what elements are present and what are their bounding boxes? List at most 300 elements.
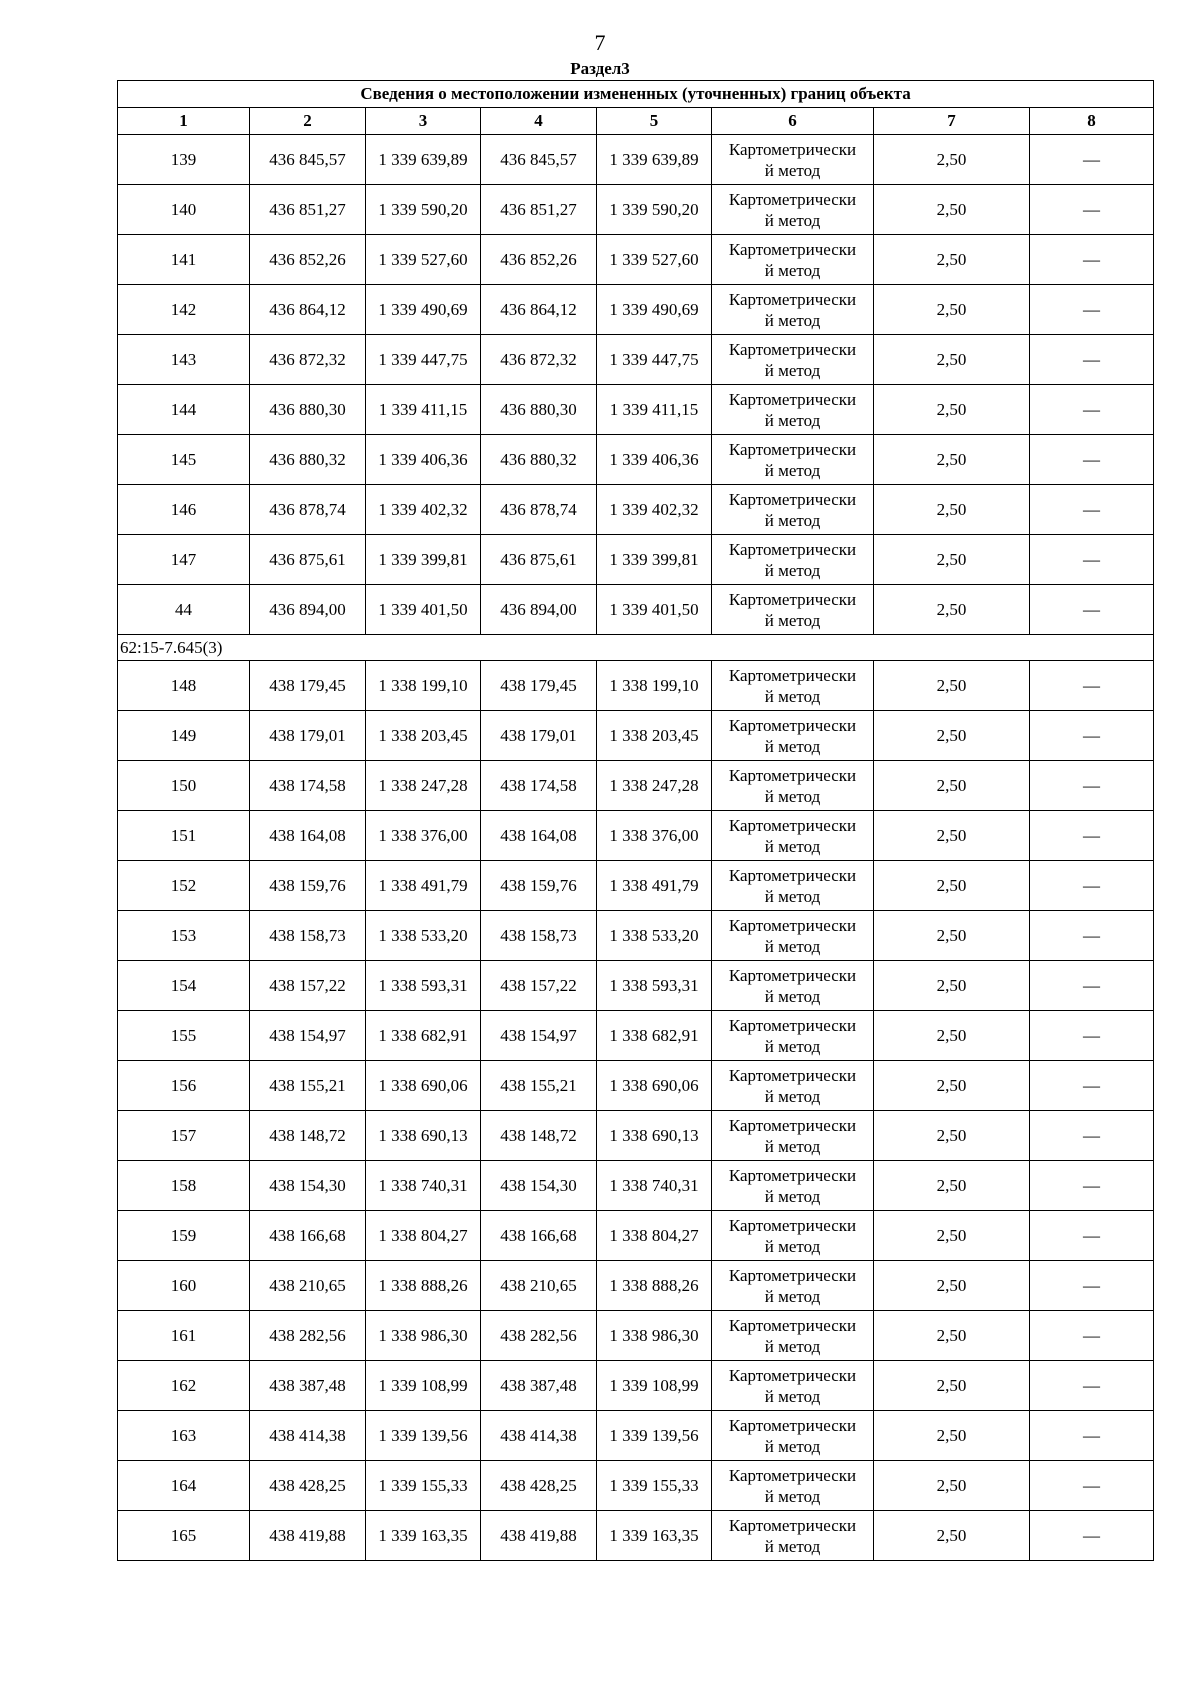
point-number-cell: 165 [118,1511,250,1561]
method-text-line2: й метод [764,1536,821,1556]
method-text-line2: й метод [764,736,821,756]
x-new-cell: 438 158,73 [481,911,597,961]
description-cell: — [1030,1211,1154,1261]
description-cell: — [1030,961,1154,1011]
point-number-cell: 161 [118,1311,250,1361]
y-existing-cell: 1 339 402,32 [366,485,481,535]
method-text-line2: й метод [764,1036,821,1056]
method-cell [712,1261,874,1311]
y-new-cell: 1 338 804,27 [597,1211,712,1261]
point-number-cell: 155 [118,1011,250,1061]
description-cell: — [1030,185,1154,235]
x-existing-cell: 438 164,08 [250,811,366,861]
y-new-cell: 1 339 402,32 [597,485,712,535]
accuracy-cell: 2,50 [874,1111,1030,1161]
x-existing-cell: 436 875,61 [250,535,366,585]
column-header-4: 4 [481,108,597,135]
table-row [118,1361,1154,1411]
column-header-2: 2 [250,108,366,135]
x-new-cell: 436 851,27 [481,185,597,235]
table-row [118,961,1154,1011]
point-number-cell: 150 [118,761,250,811]
accuracy-cell: 2,50 [874,1161,1030,1211]
method-cell [712,235,874,285]
table-row [118,535,1154,585]
y-existing-cell: 1 338 376,00 [366,811,481,861]
description-cell: — [1030,1511,1154,1561]
x-existing-cell: 436 851,27 [250,185,366,235]
point-number-cell: 152 [118,861,250,911]
x-new-cell: 436 880,32 [481,435,597,485]
x-existing-cell: 436 878,74 [250,485,366,535]
table-row [118,1311,1154,1361]
y-existing-cell: 1 339 406,36 [366,435,481,485]
table-row [118,811,1154,861]
y-existing-cell: 1 339 155,33 [366,1461,481,1511]
method-text-line1: Картометрически [728,239,857,259]
method-text-line1: Картометрически [728,915,857,935]
method-cell [712,1161,874,1211]
point-number-cell: 151 [118,811,250,861]
point-number-cell: 162 [118,1361,250,1411]
method-cell [712,911,874,961]
accuracy-cell: 2,50 [874,961,1030,1011]
y-new-cell: 1 339 163,35 [597,1511,712,1561]
y-new-cell: 1 338 593,31 [597,961,712,1011]
y-existing-cell: 1 339 108,99 [366,1361,481,1411]
y-existing-cell: 1 338 804,27 [366,1211,481,1261]
table-row [118,1461,1154,1511]
x-new-cell: 436 872,32 [481,335,597,385]
y-new-cell: 1 338 203,45 [597,711,712,761]
method-text-line2: й метод [764,1236,821,1256]
accuracy-cell: 2,50 [874,661,1030,711]
column-header-1: 1 [118,108,250,135]
table-row [118,285,1154,335]
x-new-cell: 438 282,56 [481,1311,597,1361]
method-text-line1: Картометрически [728,815,857,835]
method-cell [712,1061,874,1111]
x-existing-cell: 438 428,25 [250,1461,366,1511]
y-existing-cell: 1 339 399,81 [366,535,481,585]
y-existing-cell: 1 338 491,79 [366,861,481,911]
description-cell: — [1030,1161,1154,1211]
accuracy-cell: 2,50 [874,335,1030,385]
method-cell [712,285,874,335]
x-existing-cell: 436 845,57 [250,135,366,185]
x-new-cell: 438 159,76 [481,861,597,911]
method-text-line1: Картометрически [728,715,857,735]
y-existing-cell: 1 338 533,20 [366,911,481,961]
x-new-cell: 436 845,57 [481,135,597,185]
y-new-cell: 1 339 447,75 [597,335,712,385]
y-new-cell: 1 339 401,50 [597,585,712,635]
x-existing-cell: 438 282,56 [250,1311,366,1361]
y-new-cell: 1 339 155,33 [597,1461,712,1511]
y-new-cell: 1 339 108,99 [597,1361,712,1411]
method-text-line1: Картометрически [728,1265,857,1285]
description-cell: — [1030,585,1154,635]
method-text-line2: й метод [764,360,821,380]
accuracy-cell: 2,50 [874,135,1030,185]
method-text-line1: Картометрически [728,189,857,209]
accuracy-cell: 2,50 [874,385,1030,435]
method-text-line1: Картометрически [728,765,857,785]
group-row [118,635,1154,661]
method-text-line2: й метод [764,1336,821,1356]
column-number-row [118,108,1154,135]
y-new-cell: 1 339 639,89 [597,135,712,185]
method-cell [712,1411,874,1461]
y-new-cell: 1 338 533,20 [597,911,712,961]
y-existing-cell: 1 338 986,30 [366,1311,481,1361]
table-row [118,135,1154,185]
x-existing-cell: 436 872,32 [250,335,366,385]
method-text-line1: Картометрически [728,1315,857,1335]
accuracy-cell: 2,50 [874,485,1030,535]
description-cell: — [1030,1461,1154,1511]
method-text-line2: й метод [764,1486,821,1506]
method-cell [712,385,874,435]
method-text-line2: й метод [764,686,821,706]
method-cell [712,185,874,235]
y-new-cell: 1 338 247,28 [597,761,712,811]
method-cell [712,1461,874,1511]
x-new-cell: 436 852,26 [481,235,597,285]
accuracy-cell: 2,50 [874,811,1030,861]
point-number-cell: 156 [118,1061,250,1111]
method-text-line2: й метод [764,1386,821,1406]
method-text-line1: Картометрически [728,339,857,359]
x-new-cell: 438 387,48 [481,1361,597,1411]
method-cell [712,861,874,911]
x-new-cell: 436 894,00 [481,585,597,635]
y-existing-cell: 1 339 490,69 [366,285,481,335]
method-cell [712,335,874,385]
x-new-cell: 436 878,74 [481,485,597,535]
table-row [118,485,1154,535]
method-text-line2: й метод [764,610,821,630]
y-existing-cell: 1 339 527,60 [366,235,481,285]
table-body [118,135,1154,1561]
accuracy-cell: 2,50 [874,1261,1030,1311]
method-text-line1: Картометрически [728,1015,857,1035]
method-cell [712,761,874,811]
group-label: 62:15-7.645(3) [118,635,1154,661]
x-existing-cell: 438 154,97 [250,1011,366,1061]
table-row [118,1011,1154,1061]
x-new-cell: 438 155,21 [481,1061,597,1111]
x-existing-cell: 438 179,01 [250,711,366,761]
x-new-cell: 438 428,25 [481,1461,597,1511]
method-text-line2: й метод [764,260,821,280]
method-cell [712,1361,874,1411]
x-existing-cell: 436 864,12 [250,285,366,335]
x-existing-cell: 438 210,65 [250,1261,366,1311]
x-new-cell: 438 414,38 [481,1411,597,1461]
y-new-cell: 1 338 690,06 [597,1061,712,1111]
method-text-line2: й метод [764,1186,821,1206]
method-text-line2: й метод [764,310,821,330]
x-new-cell: 438 179,01 [481,711,597,761]
x-new-cell: 438 419,88 [481,1511,597,1561]
method-text-line2: й метод [764,1436,821,1456]
method-cell [712,1511,874,1561]
method-text-line2: й метод [764,786,821,806]
point-number-cell: 145 [118,435,250,485]
method-text-line2: й метод [764,936,821,956]
point-number-cell: 154 [118,961,250,1011]
method-cell [712,661,874,711]
point-number-cell: 164 [118,1461,250,1511]
method-cell [712,1111,874,1161]
y-existing-cell: 1 338 593,31 [366,961,481,1011]
accuracy-cell: 2,50 [874,1311,1030,1361]
method-cell [712,535,874,585]
y-new-cell: 1 338 986,30 [597,1311,712,1361]
y-new-cell: 1 339 139,56 [597,1411,712,1461]
x-new-cell: 438 179,45 [481,661,597,711]
table-row [118,1111,1154,1161]
y-new-cell: 1 339 527,60 [597,235,712,285]
table-row [118,1211,1154,1261]
method-text-line2: й метод [764,460,821,480]
table-row [118,185,1154,235]
y-existing-cell: 1 339 590,20 [366,185,481,235]
y-new-cell: 1 339 490,69 [597,285,712,335]
x-existing-cell: 436 852,26 [250,235,366,285]
description-cell: — [1030,285,1154,335]
x-new-cell: 438 210,65 [481,1261,597,1311]
method-text-line1: Картометрически [728,1365,857,1385]
x-new-cell: 438 157,22 [481,961,597,1011]
method-text-line1: Картометрически [728,439,857,459]
method-text-line2: й метод [764,836,821,856]
method-text-line1: Картометрически [728,289,857,309]
method-text-line2: й метод [764,886,821,906]
table-row [118,235,1154,285]
y-existing-cell: 1 338 888,26 [366,1261,481,1311]
description-cell: — [1030,1111,1154,1161]
point-number-cell: 149 [118,711,250,761]
x-existing-cell: 438 174,58 [250,761,366,811]
description-cell: — [1030,1061,1154,1111]
x-existing-cell: 438 157,22 [250,961,366,1011]
description-cell: — [1030,661,1154,711]
description-cell: — [1030,235,1154,285]
table-row [118,661,1154,711]
method-text-line2: й метод [764,410,821,430]
accuracy-cell: 2,50 [874,285,1030,335]
x-existing-cell: 436 880,32 [250,435,366,485]
x-existing-cell: 438 159,76 [250,861,366,911]
accuracy-cell: 2,50 [874,1411,1030,1461]
x-new-cell: 438 148,72 [481,1111,597,1161]
point-number-cell: 139 [118,135,250,185]
accuracy-cell: 2,50 [874,435,1030,485]
accuracy-cell: 2,50 [874,235,1030,285]
x-new-cell: 438 164,08 [481,811,597,861]
method-cell [712,1011,874,1061]
description-cell: — [1030,911,1154,961]
y-new-cell: 1 338 682,91 [597,1011,712,1061]
column-header-8: 8 [1030,108,1154,135]
x-new-cell: 438 166,68 [481,1211,597,1261]
description-cell: — [1030,711,1154,761]
description-cell: — [1030,385,1154,435]
column-header-3: 3 [366,108,481,135]
x-new-cell: 438 174,58 [481,761,597,811]
method-text-line1: Картометрически [728,1115,857,1135]
accuracy-cell: 2,50 [874,911,1030,961]
method-text-line2: й метод [764,986,821,1006]
table-row [118,1511,1154,1561]
x-existing-cell: 438 148,72 [250,1111,366,1161]
table-row [118,761,1154,811]
accuracy-cell: 2,50 [874,1061,1030,1111]
x-existing-cell: 438 387,48 [250,1361,366,1411]
method-text-line2: й метод [764,560,821,580]
accuracy-cell: 2,50 [874,861,1030,911]
x-existing-cell: 438 155,21 [250,1061,366,1111]
description-cell: — [1030,435,1154,485]
y-existing-cell: 1 338 690,06 [366,1061,481,1111]
method-text-line2: й метод [764,510,821,530]
description-cell: — [1030,1261,1154,1311]
table-row [118,861,1154,911]
column-header-5: 5 [597,108,712,135]
point-number-cell: 142 [118,285,250,335]
accuracy-cell: 2,50 [874,1361,1030,1411]
x-new-cell: 438 154,97 [481,1011,597,1061]
method-text-line1: Картометрически [728,139,857,159]
method-text-line2: й метод [764,160,821,180]
point-number-cell: 146 [118,485,250,535]
method-cell [712,961,874,1011]
y-new-cell: 1 338 690,13 [597,1111,712,1161]
accuracy-cell: 2,50 [874,1511,1030,1561]
point-number-cell: 163 [118,1411,250,1461]
y-existing-cell: 1 339 447,75 [366,335,481,385]
point-number-cell: 141 [118,235,250,285]
description-cell: — [1030,1311,1154,1361]
x-existing-cell: 438 419,88 [250,1511,366,1561]
description-cell: — [1030,761,1154,811]
y-new-cell: 1 339 406,36 [597,435,712,485]
y-existing-cell: 1 338 247,28 [366,761,481,811]
x-new-cell: 436 864,12 [481,285,597,335]
accuracy-cell: 2,50 [874,1011,1030,1061]
y-existing-cell: 1 339 139,56 [366,1411,481,1461]
point-number-cell: 140 [118,185,250,235]
method-cell [712,1311,874,1361]
point-number-cell: 144 [118,385,250,435]
point-number-cell: 158 [118,1161,250,1211]
y-existing-cell: 1 338 199,10 [366,661,481,711]
point-number-cell: 147 [118,535,250,585]
description-cell: — [1030,1411,1154,1461]
x-new-cell: 436 880,30 [481,385,597,435]
point-number-cell: 143 [118,335,250,385]
x-new-cell: 436 875,61 [481,535,597,585]
point-number-cell: 157 [118,1111,250,1161]
y-new-cell: 1 339 590,20 [597,185,712,235]
method-text-line2: й метод [764,1286,821,1306]
accuracy-cell: 2,50 [874,1211,1030,1261]
method-text-line1: Картометрически [728,1165,857,1185]
method-cell [712,711,874,761]
point-number-cell: 44 [118,585,250,635]
y-new-cell: 1 338 491,79 [597,861,712,911]
table-row [118,335,1154,385]
y-existing-cell: 1 338 203,45 [366,711,481,761]
x-new-cell: 438 154,30 [481,1161,597,1211]
table-row [118,911,1154,961]
table-row [118,1061,1154,1111]
table-row [118,585,1154,635]
method-cell [712,1211,874,1261]
page-number: 7 [594,30,606,55]
point-number-cell: 153 [118,911,250,961]
accuracy-cell: 2,50 [874,1461,1030,1511]
y-existing-cell: 1 339 411,15 [366,385,481,435]
description-cell: — [1030,1361,1154,1411]
boundary-coordinates-table [117,80,1154,1561]
method-text-line1: Картометрически [728,1415,857,1435]
column-header-7: 7 [874,108,1030,135]
description-cell: — [1030,335,1154,385]
accuracy-cell: 2,50 [874,585,1030,635]
description-cell: — [1030,861,1154,911]
x-existing-cell: 436 880,30 [250,385,366,435]
description-cell: — [1030,1011,1154,1061]
accuracy-cell: 2,50 [874,185,1030,235]
y-existing-cell: 1 338 690,13 [366,1111,481,1161]
method-text-line1: Картометрически [728,865,857,885]
method-text-line2: й метод [764,1086,821,1106]
description-cell: — [1030,811,1154,861]
point-number-cell: 160 [118,1261,250,1311]
x-existing-cell: 438 166,68 [250,1211,366,1261]
method-text-line1: Картометрически [728,389,857,409]
point-number-cell: 148 [118,661,250,711]
point-number-cell: 159 [118,1211,250,1261]
y-new-cell: 1 338 740,31 [597,1161,712,1211]
table-row [118,711,1154,761]
method-text-line1: Картометрически [728,665,857,685]
x-existing-cell: 438 414,38 [250,1411,366,1461]
method-text-line1: Картометрически [728,1515,857,1535]
x-existing-cell: 436 894,00 [250,585,366,635]
method-text-line2: й метод [764,210,821,230]
y-new-cell: 1 338 376,00 [597,811,712,861]
table-row [118,385,1154,435]
method-text-line1: Картометрически [728,539,857,559]
method-text-line1: Картометрически [728,1465,857,1485]
method-text-line1: Картометрически [728,1065,857,1085]
x-existing-cell: 438 154,30 [250,1161,366,1211]
accuracy-cell: 2,50 [874,711,1030,761]
y-existing-cell: 1 338 682,91 [366,1011,481,1061]
y-existing-cell: 1 339 163,35 [366,1511,481,1561]
column-header-6: 6 [712,108,874,135]
y-new-cell: 1 338 888,26 [597,1261,712,1311]
y-existing-cell: 1 339 639,89 [366,135,481,185]
method-cell [712,585,874,635]
method-cell [712,485,874,535]
y-new-cell: 1 339 411,15 [597,385,712,435]
method-text-line1: Картометрически [728,965,857,985]
